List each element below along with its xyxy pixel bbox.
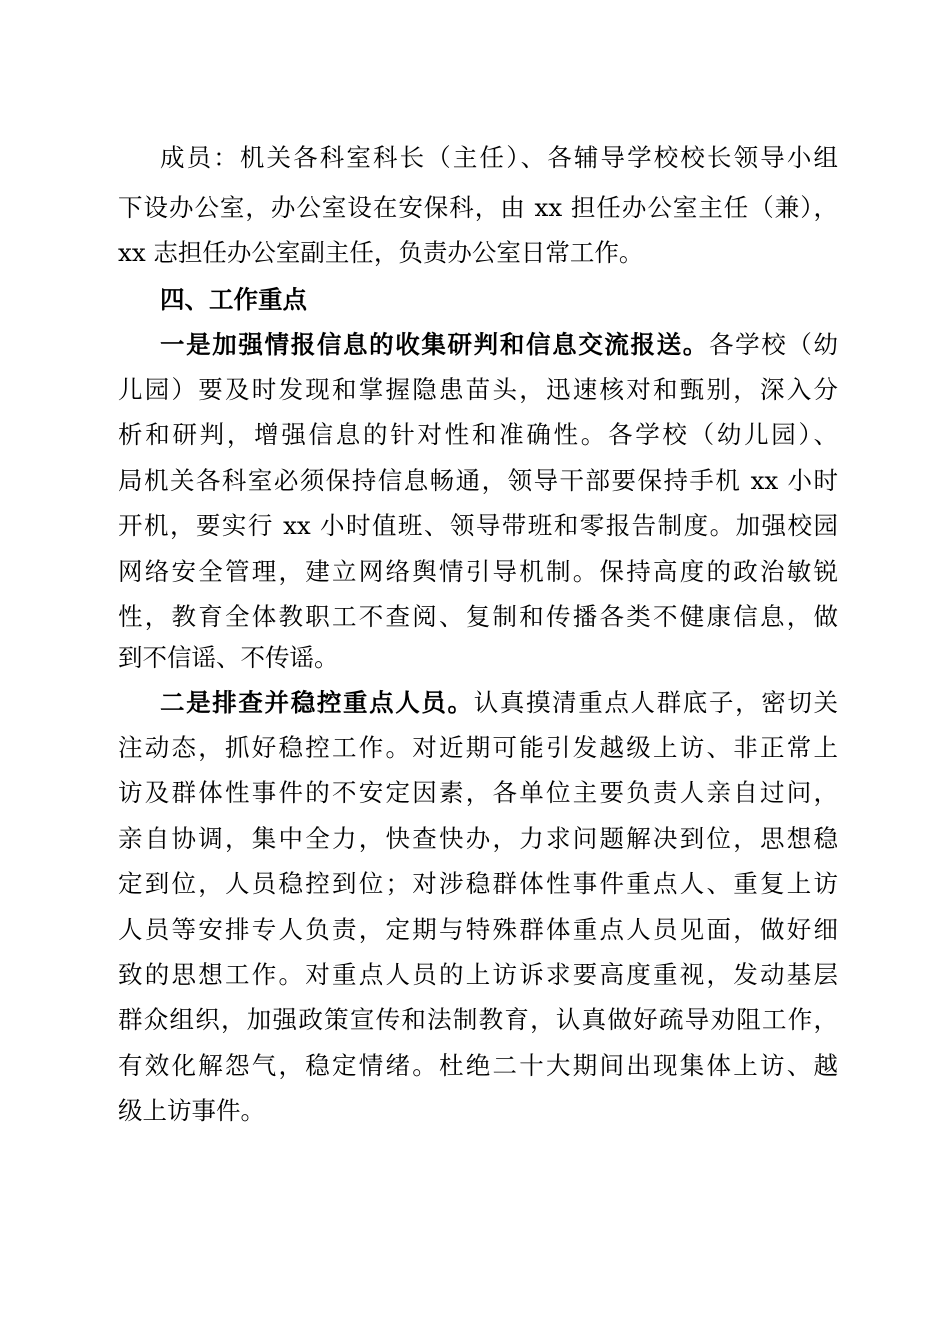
point1-first-rest: 各学校（幼 xyxy=(708,330,839,359)
point2-line-4: 亲自协调，集中全力，快查快办，力求问题解决到位，思想稳 xyxy=(118,824,838,853)
point1-line-2: 儿园）要及时发现和掌握隐患苗头，迅速核对和甄别，深入分 xyxy=(118,375,838,404)
point1-line-6: 网络安全管理，建立网络舆情引导机制。保持高度的政治敏锐 xyxy=(118,557,838,586)
point2-line-3: 访及群体性事件的不安定因素，各单位主要负责人亲自过问， xyxy=(118,778,838,807)
section-heading: 四、工作重点 xyxy=(160,285,307,314)
point2-lead: 二是排查并稳控重点人员。 xyxy=(160,688,474,717)
point1-first-line xyxy=(160,325,838,365)
point2-line-6: 人员等安排专人负责，定期与特殊群体重点人员见面，做好细 xyxy=(118,915,838,944)
point1-line-3: 析和研判，增强信息的针对性和准确性。各学校（幼儿园）、 xyxy=(118,420,838,449)
point1-line-8: 到不信谣、不传谣。 xyxy=(118,643,339,672)
point1-lead: 一是加强情报信息的收集研判和信息交流报送。 xyxy=(160,330,709,359)
point2-line-9: 有效化解怨气，稳定情绪。杜绝二十大期间出现集体上访、越 xyxy=(118,1051,838,1080)
point2-first-rest: 认真摸清重点人群底子，密切关 xyxy=(473,688,839,717)
point2-line-2: 注动态，抓好稳控工作。对近期可能引发越级上访、非正常上 xyxy=(118,733,838,762)
point1-line-5: 开机，要实行 xx 小时值班、领导带班和零报告制度。加强校园 xyxy=(118,511,838,540)
point1-line-7: 性，教育全体教职工不查阅、复制和传播各类不健康信息，做 xyxy=(118,602,838,631)
point1-line-4: 局机关各科室必须保持信息畅通，领导干部要保持手机 xx 小时 xyxy=(118,466,838,495)
point2-line-5: 定到位，人员稳控到位；对涉稳群体性事件重点人、重复上访 xyxy=(118,869,838,898)
members-line-2: 下设办公室，办公室设在安保科，由 xx 担任办公室主任（兼）， xyxy=(118,193,838,222)
members-line-1: 成员：机关各科室科长（主任）、各辅导学校校长领导小组 xyxy=(160,143,838,172)
point2-line-7: 致的思想工作。对重点人员的上访诉求要高度重视，发动基层 xyxy=(118,960,838,989)
members-line-3: xx 志担任办公室副主任，负责办公室日常工作。 xyxy=(118,238,644,267)
point2-line-10: 级上访事件。 xyxy=(118,1096,265,1125)
point2-first-line xyxy=(160,683,838,723)
point2-line-8: 群众组织，加强政策宣传和法制教育，认真做好疏导劝阻工作， xyxy=(118,1005,838,1034)
